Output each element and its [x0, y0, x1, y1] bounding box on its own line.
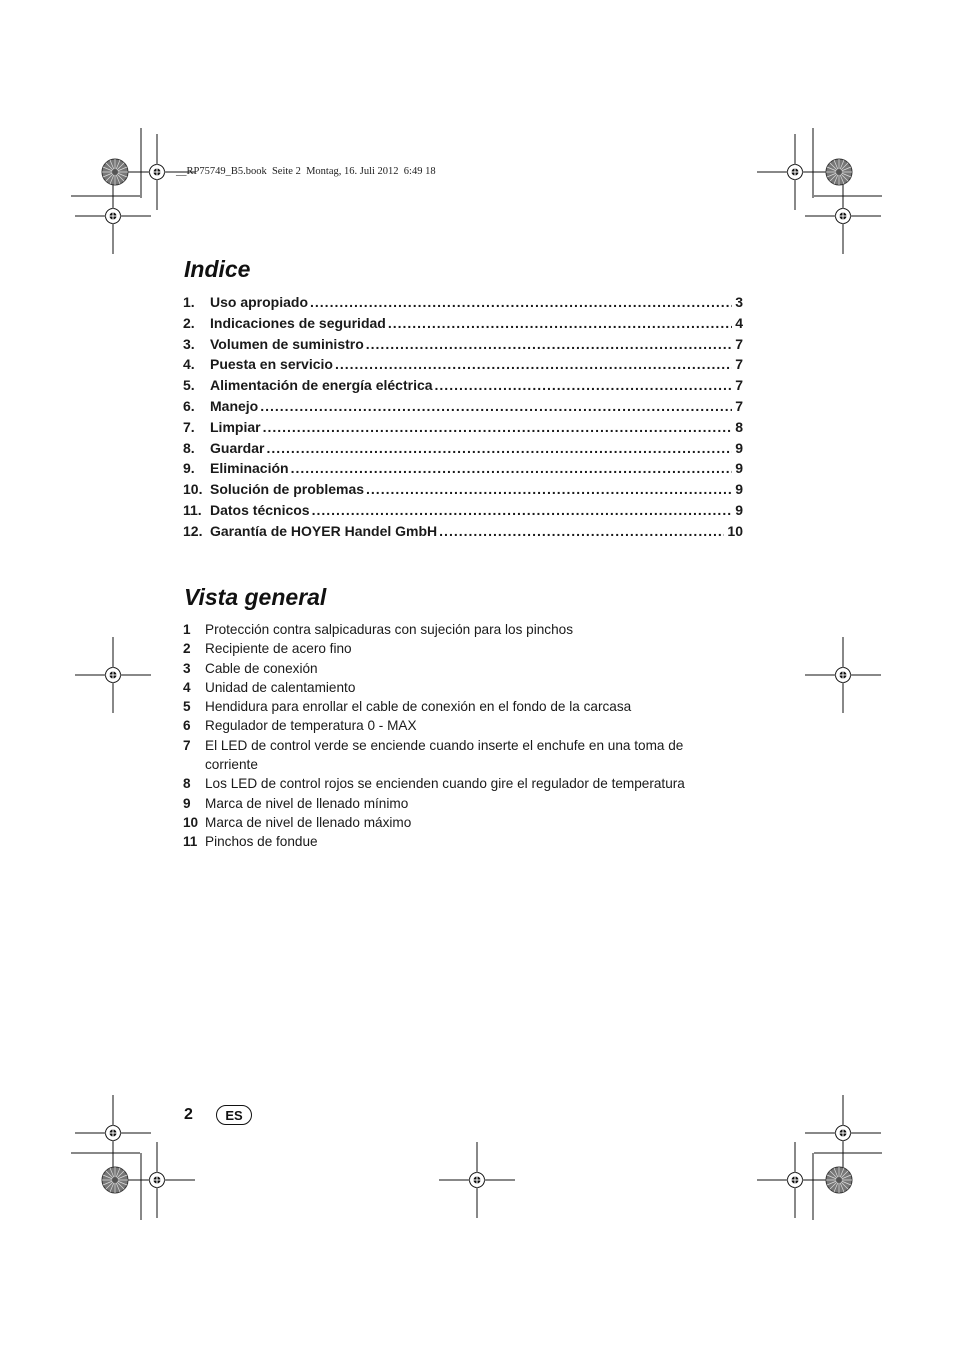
- language-badge: [216, 1105, 252, 1125]
- overview-item-text: Marca de nivel de llenado máximo: [205, 814, 412, 830]
- toc-entry-page: 8: [735, 418, 743, 435]
- toc-entry-number: 8.: [183, 439, 195, 456]
- crosshair-circle-icon: [439, 1142, 515, 1218]
- toc-entry-number: 1.: [183, 294, 195, 310]
- toc-dot-leader: [312, 502, 733, 518]
- toc-dot-leader: [266, 440, 732, 456]
- overview-item-number: 3: [183, 660, 191, 676]
- toc-entry: [183, 377, 743, 398]
- toc-entry-number: 2.: [183, 314, 195, 331]
- toc-entry-number: 10.: [183, 481, 203, 498]
- toc-entry-label: Volumen de suministro: [210, 335, 364, 352]
- toc-entry-label: Garantía de HOYER Handel GmbH: [210, 522, 438, 539]
- toc-dot-leader: [263, 419, 733, 435]
- toc-entry-number: 12.: [183, 522, 203, 539]
- toc-dot-leader: [439, 523, 724, 539]
- overview-item-number: 6: [183, 718, 191, 734]
- overview-title: Vista general: [184, 584, 327, 610]
- toc-dot-leader: [388, 315, 732, 331]
- overview-item-number: 5: [183, 699, 191, 715]
- overview-item-text: Cable de conexión: [205, 660, 318, 676]
- toc-entry-number: 7.: [183, 418, 195, 435]
- toc-dot-leader: [291, 460, 733, 476]
- overview-item: [183, 794, 723, 813]
- toc-title: Indice: [184, 256, 251, 282]
- overview-item-number: 7: [183, 737, 191, 753]
- overview-item: [183, 678, 723, 697]
- toc-entry-page: 7: [735, 356, 743, 373]
- starburst-patch-icon: [102, 159, 128, 185]
- page-number: 2: [184, 1106, 193, 1123]
- overview-item-text: Marca de nivel de llenado mínimo: [205, 795, 409, 811]
- table-of-contents: [183, 294, 743, 544]
- overview-item-number: 9: [183, 795, 191, 811]
- overview-item-text: Los LED de control rojos se encienden cuando gire el regulador de temperatura: [205, 776, 685, 792]
- toc-entry: [183, 460, 743, 481]
- overview-item-text: Regulador de temperatura 0 - MAX: [205, 718, 417, 734]
- crosshair-circle-icon: [75, 178, 151, 254]
- toc-entry: [183, 315, 743, 336]
- toc-entry-page: 3: [735, 294, 743, 310]
- toc-entry: [183, 294, 743, 315]
- toc-entry-number: 11.: [183, 501, 202, 518]
- toc-entry-label: Puesta en servicio: [210, 356, 333, 373]
- overview-item-text: Unidad de calentamiento: [205, 679, 356, 695]
- overview-item: [183, 697, 723, 716]
- parts-overview-list: [183, 620, 723, 852]
- toc-dot-leader: [335, 356, 732, 372]
- crosshair-circle-icon: [75, 1095, 151, 1171]
- toc-entry-label: Datos técnicos: [210, 501, 310, 518]
- overview-item: [183, 716, 723, 735]
- toc-entry-page: 9: [735, 481, 743, 498]
- overview-item-number: 11: [183, 834, 198, 850]
- overview-item: [183, 774, 723, 793]
- toc-entry-page: 7: [735, 335, 743, 352]
- toc-entry-page: 7: [735, 397, 743, 414]
- overview-item-number: 8: [183, 776, 191, 792]
- overview-item: [183, 620, 723, 639]
- crosshair-circle-icon: [757, 134, 833, 210]
- toc-entry-label: Manejo: [210, 397, 259, 414]
- toc-dot-leader: [435, 377, 733, 393]
- toc-dot-leader: [366, 481, 732, 497]
- toc-entry: [183, 440, 743, 461]
- starburst-patch-icon: [826, 1167, 852, 1193]
- crosshair-circle-icon: [75, 637, 151, 713]
- toc-entry: [183, 398, 743, 419]
- toc-entry-label: Guardar: [210, 439, 265, 456]
- overview-item-number: 2: [183, 641, 191, 657]
- toc-entry-label: Alimentación de energía eléctrica: [210, 377, 433, 394]
- toc-entry-label: Eliminación: [210, 460, 289, 477]
- toc-entry-number: 6.: [183, 397, 195, 414]
- toc-dot-leader: [366, 336, 732, 352]
- toc-entry: [183, 356, 743, 377]
- overview-item-text: Recipiente de acero fino: [205, 641, 352, 657]
- toc-entry: [183, 502, 743, 523]
- toc-dot-leader: [260, 398, 732, 414]
- overview-item-text: Protección contra salpicaduras con sujeción para los pinchos: [205, 622, 573, 637]
- overview-item-number: 10: [183, 814, 199, 830]
- overview-item: [183, 736, 723, 775]
- book-file-header: __RP75749_B5.book Seite 2 Montag, 16. Juli 2012 6:49 18: [176, 166, 436, 177]
- overview-item: [183, 832, 723, 851]
- toc-entry-page: 9: [735, 439, 743, 456]
- toc-entry: [183, 523, 743, 544]
- toc-entry-label: Indicaciones de seguridad: [210, 314, 386, 331]
- overview-item: [183, 659, 723, 678]
- crosshair-circle-icon: [805, 178, 881, 254]
- toc-entry-label: Solución de problemas: [210, 481, 365, 498]
- toc-entry-page: 9: [735, 460, 743, 477]
- starburst-patch-icon: [826, 159, 852, 185]
- language-code: ES: [225, 1107, 243, 1123]
- toc-entry-number: 9.: [183, 460, 195, 477]
- toc-entry-number: 4.: [183, 356, 195, 373]
- overview-item-text: Hendidura para enrollar el cable de conexión en el fondo de la carcasa: [205, 699, 632, 715]
- toc-entry-page: 9: [735, 501, 743, 518]
- overview-item: [183, 813, 723, 832]
- toc-entry-number: 5.: [183, 377, 195, 394]
- starburst-patch-icon: [102, 1167, 128, 1193]
- toc-entry: [183, 481, 743, 502]
- toc-entry-page: 4: [735, 314, 743, 331]
- toc-entry-number: 3.: [183, 335, 195, 352]
- toc-entry-page: 10: [727, 522, 743, 539]
- toc-entry: [183, 336, 743, 357]
- overview-item-number: 4: [183, 679, 191, 695]
- crosshair-circle-icon: [805, 1095, 881, 1171]
- overview-item-number: 1: [183, 622, 191, 637]
- toc-entry-label: Limpiar: [210, 418, 261, 435]
- toc-entry-label: Uso apropiado: [210, 294, 309, 310]
- overview-item-text: Pinchos de fondue: [205, 834, 318, 850]
- toc-dot-leader: [310, 294, 732, 310]
- toc-entry: [183, 419, 743, 440]
- overview-item: [183, 639, 723, 658]
- overview-item-text: El LED de control verde se enciende cuando inserte el enchufe en una toma de corriente: [205, 737, 684, 773]
- toc-entry-page: 7: [735, 377, 743, 394]
- crosshair-circle-icon: [805, 637, 881, 713]
